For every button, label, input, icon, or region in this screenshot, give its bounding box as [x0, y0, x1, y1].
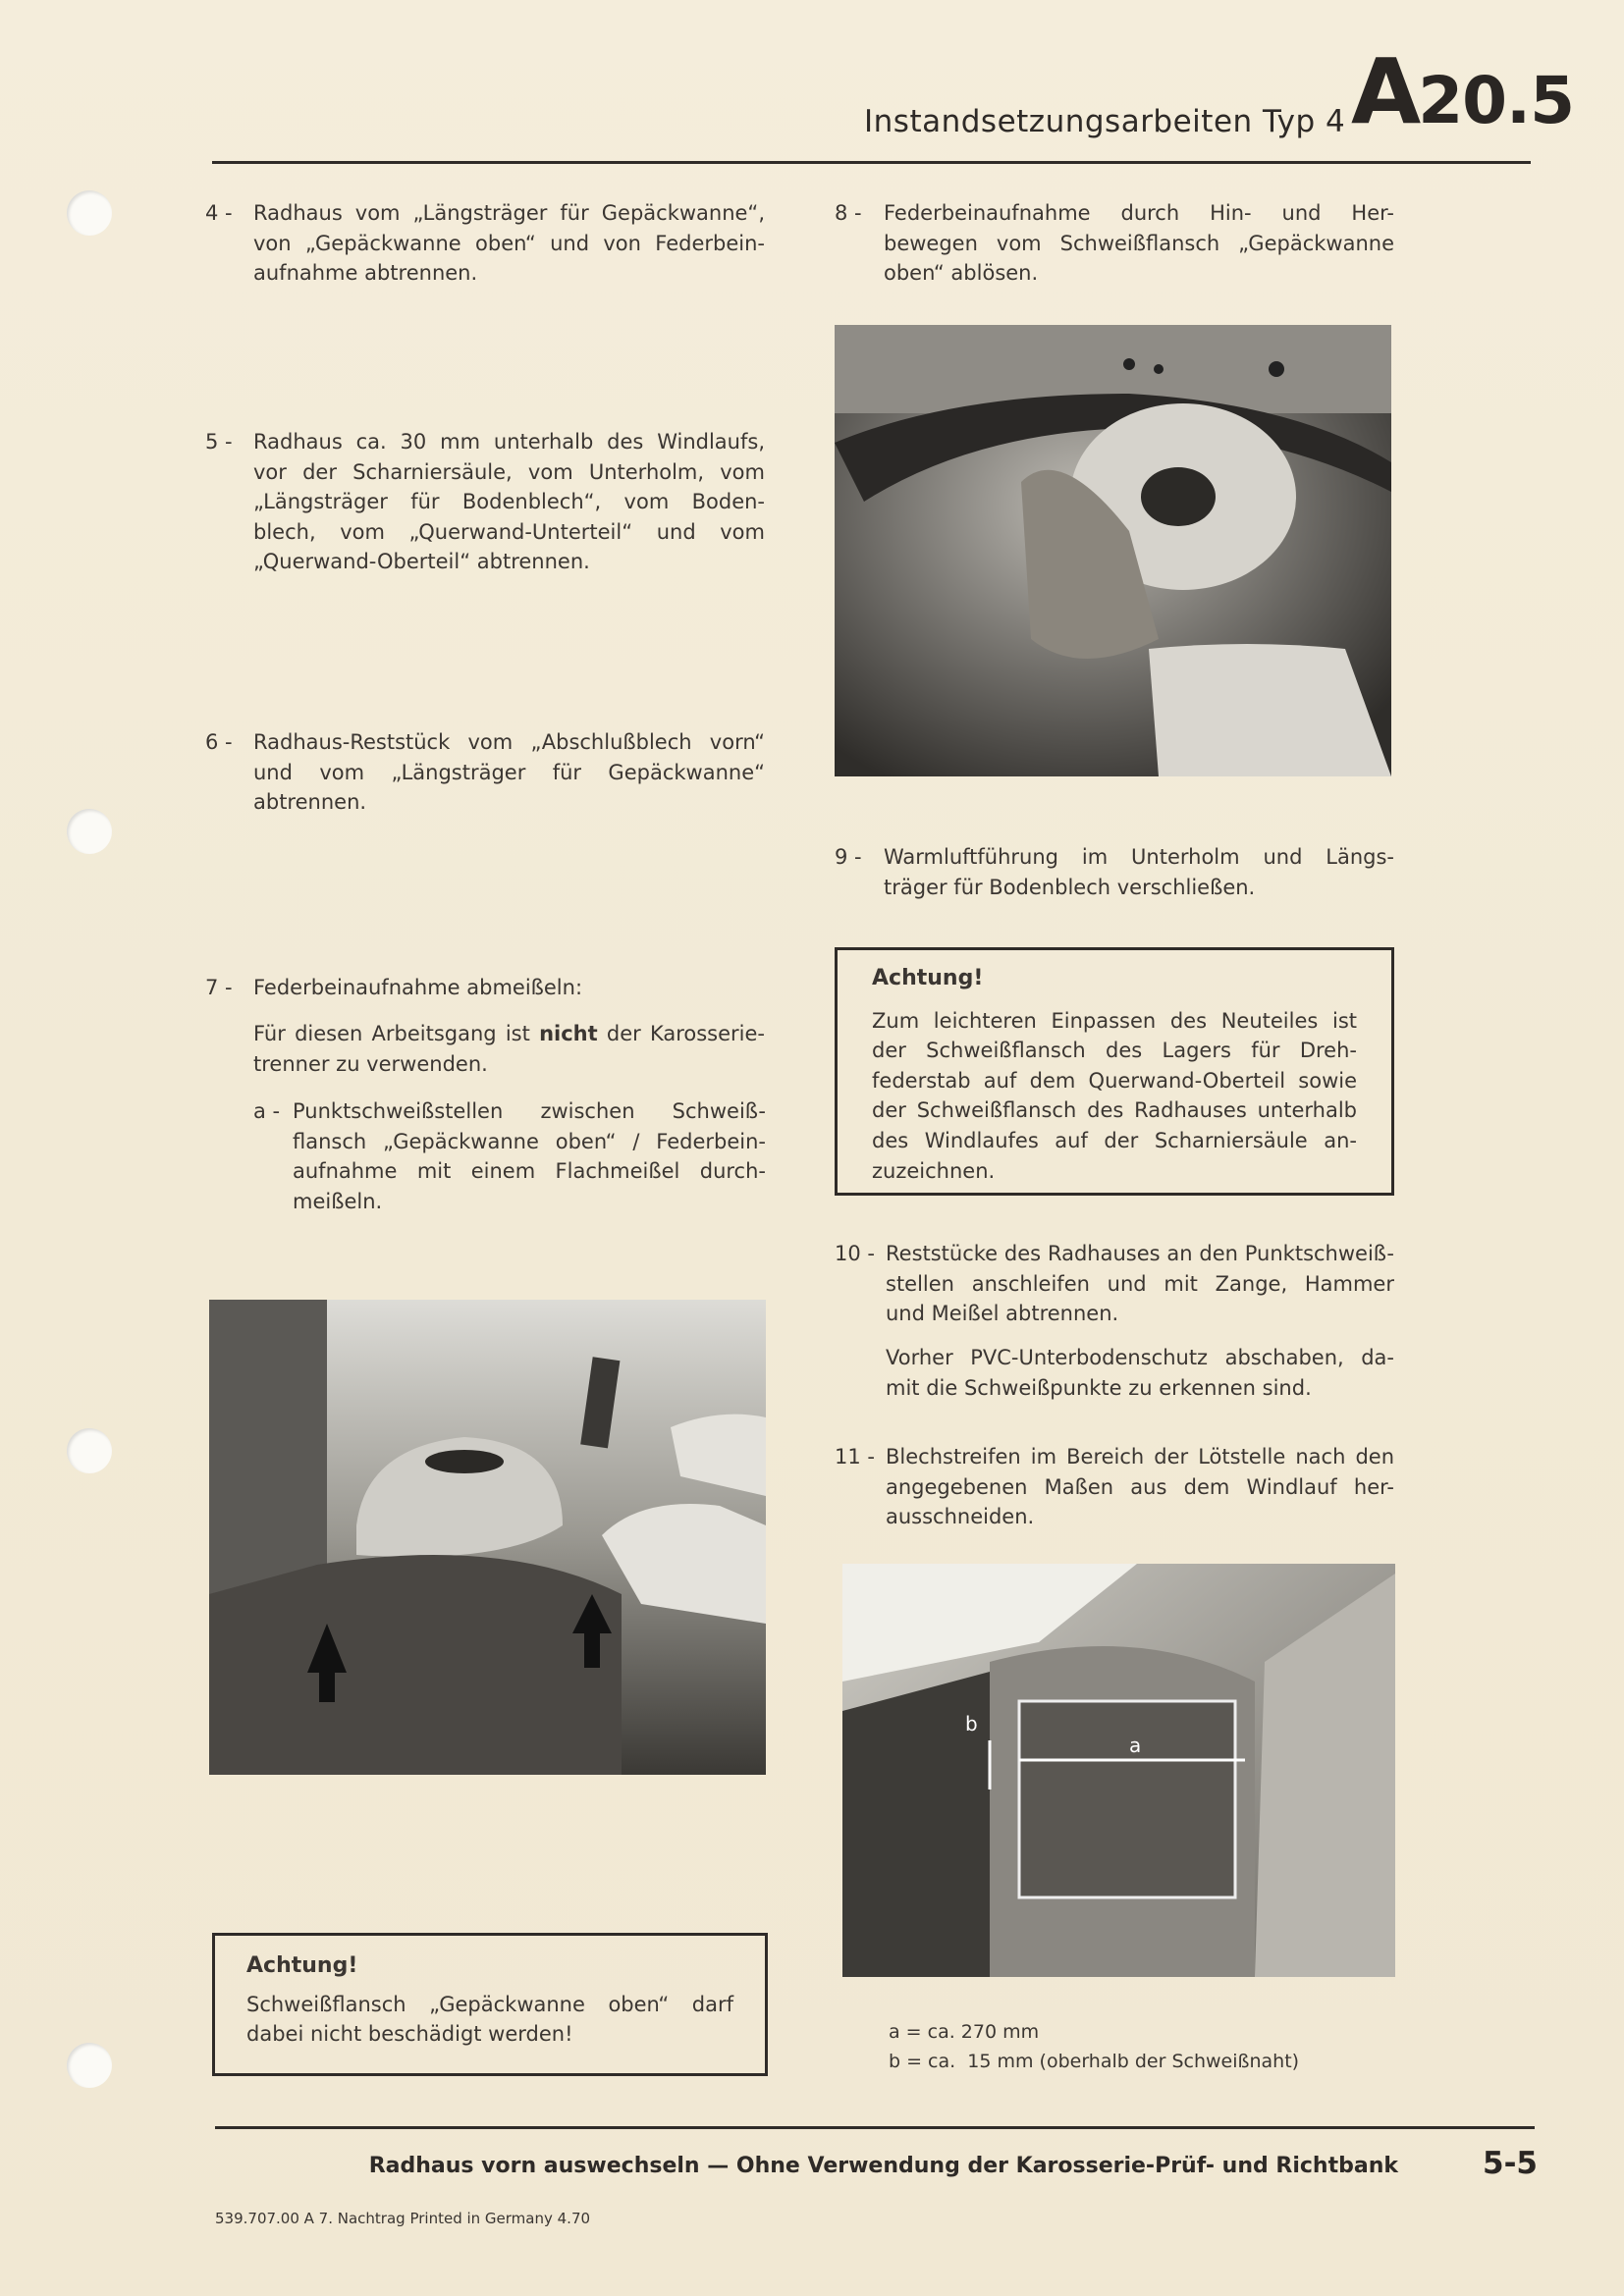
- section-code: [1351, 39, 1574, 144]
- figure-label-b: b: [965, 1712, 978, 1735]
- step-number: 5 -: [205, 430, 233, 454]
- text-line: Radhaus vom „Längsträger für Gepäckwanne“,: [253, 201, 765, 225]
- text-line: Blechstreifen im Bereich der Lötstelle nach den: [886, 1445, 1394, 1468]
- header-title: Instandsetzungsarbeiten Typ 4: [864, 104, 1346, 139]
- step-number: 9 -: [835, 845, 862, 869]
- text-line: Schweißflansch „Gepäckwanne oben“ darf: [246, 1992, 733, 2016]
- punch-hole: [67, 2043, 112, 2088]
- text-line: Vorher PVC-Unterbodenschutz abschaben, da-: [886, 1346, 1394, 1369]
- text-line: meißeln.: [293, 1189, 383, 1213]
- text-line: aufnahme mit einem Flachmeißel durch-: [293, 1159, 766, 1184]
- text-line: von „Gepäckwanne oben“ und von Federbein-: [253, 231, 765, 255]
- print-info: 539.707.00 A 7. Nachtrag Printed in Germany 4.70: [215, 2210, 591, 2227]
- text-line: Federbeinaufnahme abmeißeln:: [253, 976, 583, 999]
- text-line: Federbeinaufnahme durch Hin- und Her-: [884, 201, 1394, 225]
- text-line: flansch „Gepäckwanne oben“ / Federbein-: [293, 1129, 766, 1153]
- punch-hole: [67, 1428, 112, 1473]
- emphasis-text: nicht: [539, 1022, 598, 1045]
- figure-label-a: a: [1129, 1734, 1142, 1757]
- footer-title: Radhaus vorn auswechseln — Ohne Verwendung der Karosserie-Prüf- und Richtbank: [368, 2154, 1398, 2178]
- step-number: 8 -: [835, 201, 862, 225]
- text-line: ausschneiden.: [886, 1505, 1035, 1529]
- step-number: 11 -: [835, 1445, 875, 1468]
- text-line: abtrennen.: [253, 790, 367, 815]
- section-code-letter: A: [1351, 39, 1419, 144]
- text-line: dabei nicht beschädigt werden!: [246, 2022, 573, 2047]
- text-line: Zum leichteren Einpassen des Neuteiles ist: [872, 1008, 1357, 1033]
- warning-box-right: [835, 947, 1394, 1196]
- text-line: des Windlaufes auf der Scharniersäule an-: [872, 1128, 1357, 1152]
- section-code-number: 20.5: [1418, 63, 1575, 138]
- photo-chiseling-strut-mount: [209, 1300, 766, 1775]
- text-line: blech, vom „Querwand-Unterteil“ und vom: [253, 519, 765, 544]
- text-line: stellen anschleifen und mit Zange, Hammer: [886, 1271, 1394, 1296]
- text-line: vor der Scharniersäule, vom Unterholm, vom: [253, 459, 765, 484]
- text-line: Radhaus-Reststück vom „Abschlußblech vorn“: [253, 730, 765, 754]
- text-line: Warmluftführung im Unterholm und Längs-: [884, 845, 1394, 869]
- footer-rule: [215, 2126, 1535, 2129]
- text-line: aufnahme abtrennen.: [253, 261, 478, 286]
- warning-title: Achtung!: [246, 1953, 358, 1978]
- photo-windlauf-cut-dimensions: [842, 1564, 1395, 1977]
- header-rule: [212, 161, 1531, 164]
- text-line: „Querwand-Oberteil“ abtrennen.: [253, 550, 590, 574]
- step-number: 6 -: [205, 730, 233, 754]
- step-number: 4 -: [205, 201, 233, 225]
- text-line: zuzeichnen.: [872, 1158, 996, 1183]
- text-line: bewegen vom Schweißflansch „Gepäckwanne: [884, 231, 1394, 255]
- text-line: [253, 1019, 765, 1049]
- text-segment: der Karosserie-: [597, 1022, 766, 1045]
- photo-strut-mount-removal: [835, 325, 1391, 776]
- text-line: angegebenen Maßen aus dem Windlauf her-: [886, 1474, 1394, 1499]
- text-line: träger für Bodenblech verschließen.: [884, 875, 1256, 899]
- text-line: Punktschweißstellen zwischen Schweiß-: [293, 1099, 766, 1123]
- text-line: „Längsträger für Bodenblech“, vom Boden-: [253, 490, 765, 514]
- text-line: und vom „Längsträger für Gepäckwanne“: [253, 760, 765, 784]
- text-line: Reststücke des Radhauses an den Punktschweiß-: [886, 1242, 1394, 1265]
- page-number: 5-5: [1483, 2146, 1539, 2181]
- punch-hole: [67, 190, 112, 236]
- text-segment: Für diesen Arbeitsgang ist: [253, 1022, 540, 1045]
- text-line: der Schweißflansch des Lagers für Dreh-: [872, 1039, 1357, 1063]
- text-line: mit die Schweißpunkte zu erkennen sind.: [886, 1375, 1312, 1400]
- legend-b: b = ca. 15 mm (oberhalb der Schweißnaht): [889, 2051, 1300, 2072]
- punch-hole: [67, 809, 112, 854]
- text-line: der Schweißflansch des Radhauses unterhalb: [872, 1098, 1357, 1123]
- warning-box-left: [212, 1933, 768, 2076]
- text-line: trenner zu verwenden.: [253, 1051, 488, 1076]
- text-line: und Meißel abtrennen.: [886, 1302, 1119, 1326]
- text-line: Radhaus ca. 30 mm unterhalb des Windlaufs,: [253, 430, 765, 454]
- step-number: 10 -: [835, 1242, 875, 1265]
- step-letter: a -: [253, 1099, 281, 1123]
- legend-a: a = ca. 270 mm: [889, 2021, 1040, 2043]
- warning-title: Achtung!: [872, 966, 984, 990]
- text-line: federstab auf dem Querwand-Oberteil sowie: [872, 1068, 1357, 1093]
- text-line: oben“ ablösen.: [884, 261, 1039, 286]
- step-number: 7 -: [205, 976, 233, 999]
